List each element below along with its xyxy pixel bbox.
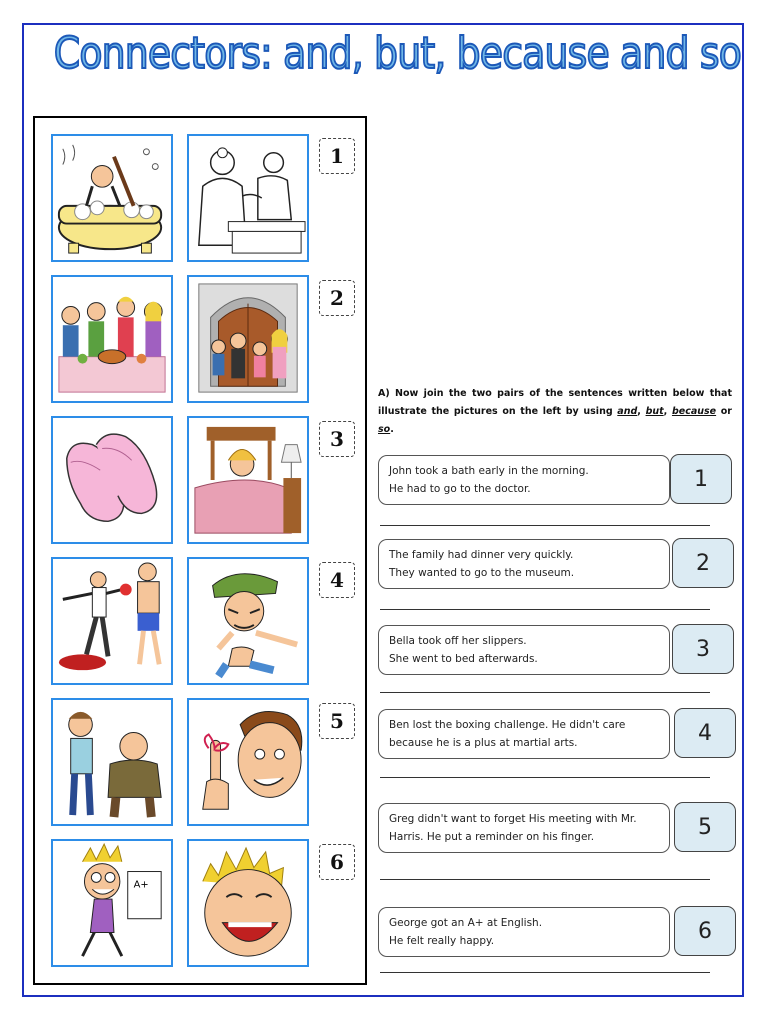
exercise-4-number: 4	[674, 708, 736, 758]
sentence-line: because he is a plus at martial arts.	[389, 737, 578, 749]
sentence-line: He felt really happy.	[389, 935, 495, 947]
girl-in-bed-picture	[187, 416, 309, 544]
sentence-line: He had to go to the doctor.	[389, 483, 531, 495]
exercise-2-number: 2	[672, 538, 734, 588]
picture-number-2: 2	[319, 280, 355, 316]
exercise-5-number: 5	[674, 802, 736, 852]
answer-line-3[interactable]	[380, 692, 710, 693]
instructions-sep: ,	[637, 406, 646, 417]
museum-entrance-picture	[187, 275, 309, 403]
sentence-line: John took a bath early in the morning.	[389, 465, 589, 477]
exercise-3-number: 3	[672, 624, 734, 674]
answer-line-4[interactable]	[380, 777, 710, 778]
connector-because: because	[671, 406, 717, 417]
family-dinner-picture	[51, 275, 173, 403]
sentence-line: They wanted to go to the museum.	[389, 567, 575, 579]
connector-but: but	[645, 406, 664, 417]
pictures-panel	[33, 116, 367, 985]
connector-and: and	[617, 406, 638, 417]
sentence-line: Ben lost the boxing challenge. He didn't care	[389, 719, 626, 731]
sentence-line: George got an A+ at English.	[389, 917, 543, 929]
exercise-2-sentences	[378, 539, 670, 589]
picture-number-5: 5	[319, 703, 355, 739]
answer-line-6[interactable]	[380, 972, 710, 973]
bathtub-picture	[51, 134, 173, 262]
sentence-line: Bella took off her slippers.	[389, 635, 527, 647]
slippers-picture	[51, 416, 173, 544]
instructions	[378, 385, 732, 439]
page-title: Connectors: and, but, because and so	[53, 28, 741, 79]
picture-number-3: 3	[319, 421, 355, 457]
karate-boy-picture	[187, 557, 309, 685]
answer-line-1[interactable]	[380, 525, 710, 526]
svg-text:A+: A+	[133, 879, 149, 891]
boxing-picture	[51, 557, 173, 685]
instructions-or: or	[716, 406, 732, 417]
a-plus-boy-picture	[51, 839, 173, 967]
picture-number-4: 4	[319, 562, 355, 598]
sentence-line: She went to bed afterwards.	[389, 653, 538, 665]
exercise-3-sentences	[378, 625, 670, 675]
picture-number-6: 6	[319, 844, 355, 880]
answer-line-2[interactable]	[380, 609, 710, 610]
connector-so: so	[378, 424, 391, 435]
exercise-4-sentences	[378, 709, 670, 759]
instructions-end: .	[390, 424, 394, 435]
exercise-6-number: 6	[674, 906, 736, 956]
finger-reminder-picture	[187, 698, 309, 826]
doctor-picture	[187, 134, 309, 262]
sentence-line: Harris. He put a reminder on his finger.	[389, 831, 595, 843]
sentence-line: Greg didn't want to forget His meeting with Mr.	[389, 813, 637, 825]
answer-line-5[interactable]	[380, 879, 710, 880]
happy-boy-picture	[187, 839, 309, 967]
picture-number-1: 1	[319, 138, 355, 174]
exercise-1-number: 1	[670, 454, 732, 504]
two-men-picture	[51, 698, 173, 826]
sentence-line: The family had dinner very quickly.	[389, 549, 574, 561]
exercise-1-sentences	[378, 455, 670, 505]
exercise-5-sentences	[378, 803, 670, 853]
exercise-6-sentences	[378, 907, 670, 957]
instructions-sep: ,	[663, 406, 672, 417]
instructions-text: A) Now join the two pairs of the sentences written below that illustrate the pictures on the left by using	[378, 388, 732, 417]
